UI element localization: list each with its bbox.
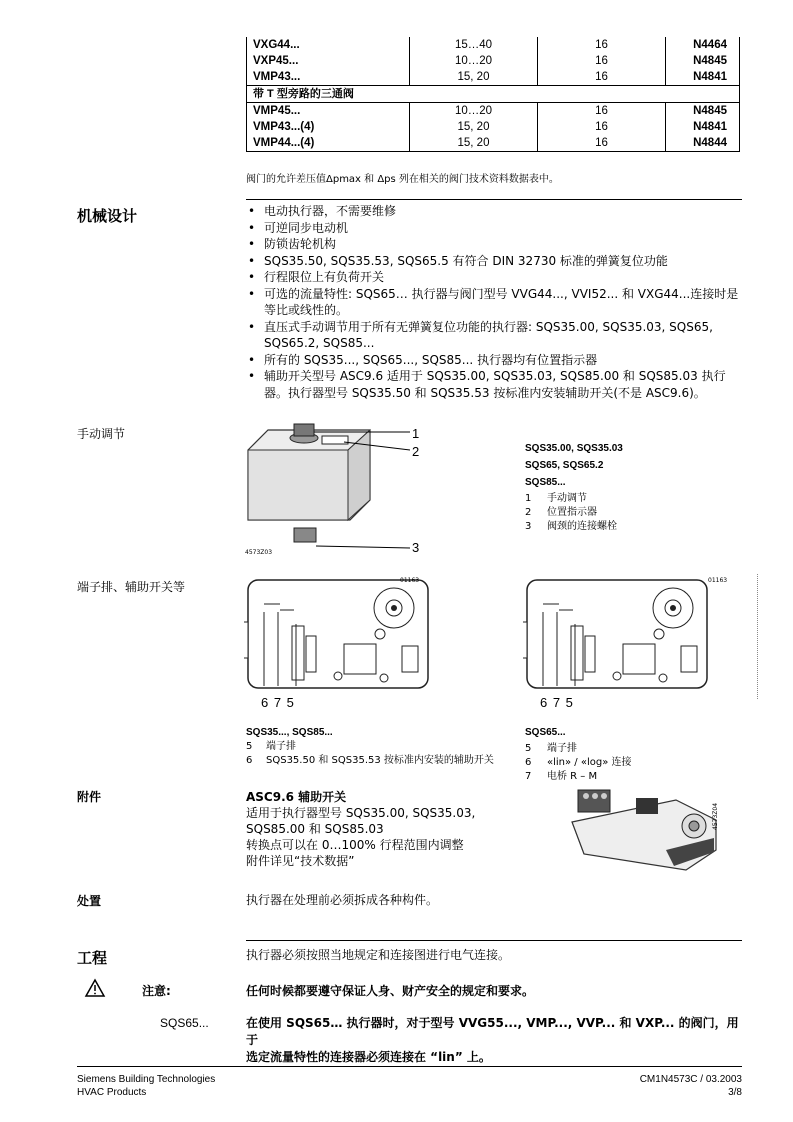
accessory-heading: 附件 xyxy=(77,790,102,804)
callout-1: 1 xyxy=(412,426,420,441)
legend-item: 1 手动调节 xyxy=(525,493,587,504)
sqs-label: SQS65... xyxy=(160,1016,209,1030)
pressure-note: 阀门的允许差压值Δpmax 和 Δps 列在相关的阀门技术资料数据表中。 xyxy=(246,174,559,185)
manual-model-2: SQS65, SQS65.2 xyxy=(525,460,604,471)
margin-line xyxy=(757,574,758,699)
manual-heading: 手动调节 xyxy=(77,427,126,441)
warning-label: 注意: xyxy=(142,984,171,998)
disposal-text: 执行器在处理前必须拆成各种构件。 xyxy=(246,893,439,907)
footer-divider xyxy=(77,1066,742,1067)
legend-item: 5 端子排 xyxy=(246,741,296,752)
warning-text: 任何时候都要遵守保证人身、财产安全的规定和要求。 xyxy=(246,984,535,998)
list-item: • 辅助开关型号 ASC9.6 适用于 SQS35.00, SQS35.03, SQS85.00 和 SQS85.03 执行器。执行器型号 SQS35.50 和 SQS35.53 按标准内安装辅助开关(不是 ASC9.6)。 xyxy=(246,368,742,401)
mech-design-list xyxy=(246,203,742,401)
table-row: VXG44... 15…40 16 N4464 xyxy=(247,37,740,53)
figure-code: 01163 xyxy=(708,577,728,584)
accessory-title: ASC9.6 辅助开关 xyxy=(246,790,347,804)
disposal-heading: 处置 xyxy=(77,894,102,908)
list-item: • 可选的流量特性: SQS65… 执行器与阀门型号 VVG44..., VVI52... 和 VXG44...连接时是等比或线性的。 xyxy=(246,286,742,319)
list-item: • 电动执行器，不需要维修 xyxy=(246,203,742,220)
table-row: VXP45... 10…20 16 N4845 xyxy=(247,53,740,69)
terminals-heading: 端子排、辅助开关等 xyxy=(77,580,186,594)
table-group-row: 带 T 型旁路的三通阀 xyxy=(247,86,740,103)
legend-item: 5 端子排 xyxy=(525,743,577,754)
terminals-left-title: SQS35..., SQS85... xyxy=(246,727,333,738)
table-row: VMP45... 10…20 16 N4845 xyxy=(247,103,740,120)
figure-code: 4573Z04 xyxy=(712,802,719,830)
legend-item: 7 电桥 R – M xyxy=(525,771,598,782)
list-item: • 行程限位上有负荷开关 xyxy=(246,269,742,286)
footer-right: CM1N4573C / 03.2003 3/8 xyxy=(639,1074,742,1098)
terminal-diagram-right xyxy=(523,574,713,694)
terminals-right-legend xyxy=(525,742,632,784)
list-item: • 防锁齿轮机构 xyxy=(246,236,742,253)
terminal-callouts-right: 6 7 5 xyxy=(540,695,573,710)
callout-2: 2 xyxy=(412,444,420,459)
footer-left: Siemens Building Technologies HVAC Products xyxy=(77,1074,216,1098)
manual-model-3: SQS85... xyxy=(525,477,566,488)
terminals-left-legend xyxy=(246,740,494,768)
actuator-illustration xyxy=(244,420,424,560)
list-item: • 可逆同步电动机 xyxy=(246,220,742,237)
warning-icon xyxy=(84,978,106,998)
mech-design-heading: 机械设计 xyxy=(77,207,138,225)
figure-code: 01163 xyxy=(400,577,420,584)
table-row: VMP43...(4) 15, 20 16 N4841 xyxy=(247,119,740,135)
list-item: • SQS35.50, SQS35.53, SQS65.5 有符合 DIN 32730 标准的弹簧复位功能 xyxy=(246,253,742,270)
accessory-desc: 适用于执行器型号 SQS35.00, SQS35.03, SQS85.00 和 SQS85.03 转换点可以在 0…100% 行程范围内调整 附件详见“技术数据” xyxy=(246,806,476,868)
aux-switch-illustration xyxy=(566,780,726,880)
manual-legend xyxy=(525,492,617,534)
legend-item: 6 «lin» / «log» 连接 xyxy=(525,757,632,768)
terminals-right-title: SQS65... xyxy=(525,727,566,738)
legend-item: 3 阀颈的连接螺栓 xyxy=(525,521,617,532)
manual-model-1: SQS35.00, SQS35.03 xyxy=(525,443,623,454)
terminal-callouts-left: 6 7 5 xyxy=(261,695,294,710)
divider xyxy=(246,199,742,200)
list-item: • 所有的 SQS35..., SQS65..., SQS85... 执行器均有位置指示器 xyxy=(246,352,742,369)
legend-item: 6 SQS35.50 和 SQS35.53 按标准内安装的辅助开关 xyxy=(246,755,494,766)
callout-3: 3 xyxy=(412,540,420,555)
divider xyxy=(246,940,742,941)
list-item: • 直压式手动调节用于所有无弹簧复位功能的执行器: SQS35.00, SQS35.03, SQS65, SQS65.2, SQS85... xyxy=(246,319,742,352)
valve-table xyxy=(246,37,740,152)
terminal-diagram-left xyxy=(244,574,434,694)
table-row: VMP44...(4) 15, 20 16 N4844 xyxy=(247,135,740,152)
figure-code: 4573Z03 xyxy=(245,549,273,556)
engineering-text: 执行器必须按照当地规定和连接图进行电气连接。 xyxy=(246,948,511,962)
sqs-note: 在使用 SQS65… 执行器时，对于型号 VVG55..., VMP..., VVP... 和 VXP... 的阀门，用于 选定流量特性的连接器必须连接在 “lin” 上。 xyxy=(246,1016,739,1064)
legend-item: 2 位置指示器 xyxy=(525,507,597,518)
engineering-heading: 工程 xyxy=(77,949,108,967)
table-row: VMP43... 15, 20 16 N4841 xyxy=(247,69,740,86)
